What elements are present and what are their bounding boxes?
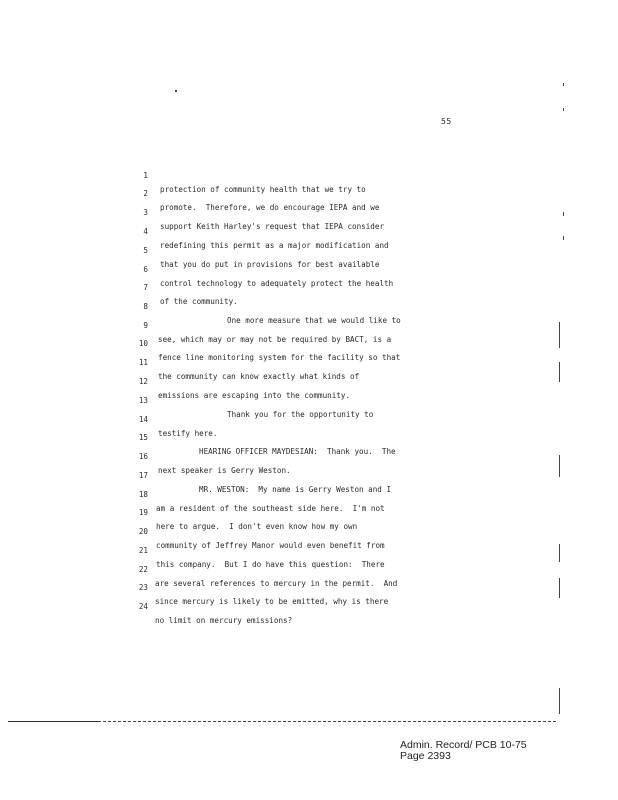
- line-text: this company. But I do have this question: There: [156, 560, 385, 569]
- page-number: 55: [441, 117, 452, 126]
- line-number: 10: [138, 339, 148, 348]
- line-text: MR. WESTON: My name is Gerry Weston and I: [199, 485, 392, 494]
- line-number: 5: [143, 246, 148, 255]
- line-number: 15: [138, 433, 148, 442]
- line-text: redefining this permit as a major modification and: [160, 241, 389, 250]
- line-text: One more measure that we would like to: [227, 316, 401, 325]
- line-text: see, which may or may not be required by BACT, is a: [158, 335, 392, 344]
- line-number: 9: [143, 321, 148, 330]
- line-text: emissions are escaping into the community.: [158, 391, 351, 400]
- line-number: 23: [138, 583, 148, 592]
- footer-rule: [8, 721, 98, 722]
- admin-record-stamp: [400, 740, 527, 762]
- line-number: 16: [138, 452, 148, 461]
- line-text: since mercury is likely to be emitted, why is there: [155, 597, 389, 606]
- line-number: 7: [143, 283, 148, 292]
- line-number: 19: [138, 508, 148, 517]
- line-text: control technology to adequately protect the health: [160, 279, 394, 288]
- line-text: support Keith Harley's request that IEPA consider: [160, 222, 385, 231]
- line-number: 18: [138, 490, 148, 499]
- line-number: 22: [138, 565, 148, 574]
- line-text: the community can know exactly what kinds of: [158, 372, 360, 381]
- margin-mark: [559, 688, 560, 714]
- line-text: testify here.: [158, 429, 218, 438]
- line-number: 24: [138, 602, 148, 611]
- line-number: 17: [138, 471, 148, 480]
- line-text: community of Jeffrey Manor would even benefit from: [156, 541, 385, 550]
- margin-mark: [563, 236, 564, 240]
- line-number: 4: [143, 227, 148, 236]
- line-text: Thank you for the opportunity to: [227, 410, 374, 419]
- margin-mark: [559, 362, 560, 382]
- margin-mark: [563, 83, 564, 86]
- margin-mark: [559, 544, 560, 562]
- line-number: 20: [138, 527, 148, 536]
- line-number: 1: [143, 171, 148, 180]
- line-number: 3: [143, 208, 148, 217]
- line-text: HEARING OFFICER MAYDESIAN: Thank you. The: [199, 447, 396, 456]
- record-stamp-line: Admin. Record/ PCB 10-75: [400, 739, 527, 751]
- line-number: 8: [143, 302, 148, 311]
- record-stamp-page: Page 2393: [400, 750, 451, 762]
- margin-mark: [559, 578, 560, 598]
- margin-mark: [559, 322, 560, 348]
- margin-mark: [563, 212, 564, 216]
- line-number: 14: [138, 415, 148, 424]
- margin-mark: [559, 455, 560, 477]
- margin-mark: [175, 90, 177, 92]
- line-text: that you do put in provisions for best available: [160, 260, 380, 269]
- line-text: next speaker is Gerry Weston.: [158, 466, 291, 475]
- line-number: 21: [138, 546, 148, 555]
- line-text: no limit on mercury emissions?: [155, 616, 293, 625]
- transcript-line: [0, 155, 618, 194]
- line-text: fence line monitoring system for the facility so that: [158, 353, 401, 362]
- line-number: 2: [143, 189, 148, 198]
- line-text: am a resident of the southeast side here. I'm not: [156, 504, 385, 513]
- line-number: 12: [138, 377, 148, 386]
- line-text: here to argue. I don't even know how my own: [156, 522, 358, 531]
- line-text: of the community.: [160, 297, 238, 306]
- line-number: 6: [143, 265, 148, 274]
- line-text: are several references to mercury in the permit. And: [155, 579, 398, 588]
- margin-mark: [563, 108, 564, 111]
- line-text: protection of community health that we try to: [160, 185, 366, 194]
- line-number: 11: [138, 358, 148, 367]
- line-number: 13: [138, 396, 148, 405]
- line-text: promote. Therefore, we do encourage IEPA and we: [160, 203, 380, 212]
